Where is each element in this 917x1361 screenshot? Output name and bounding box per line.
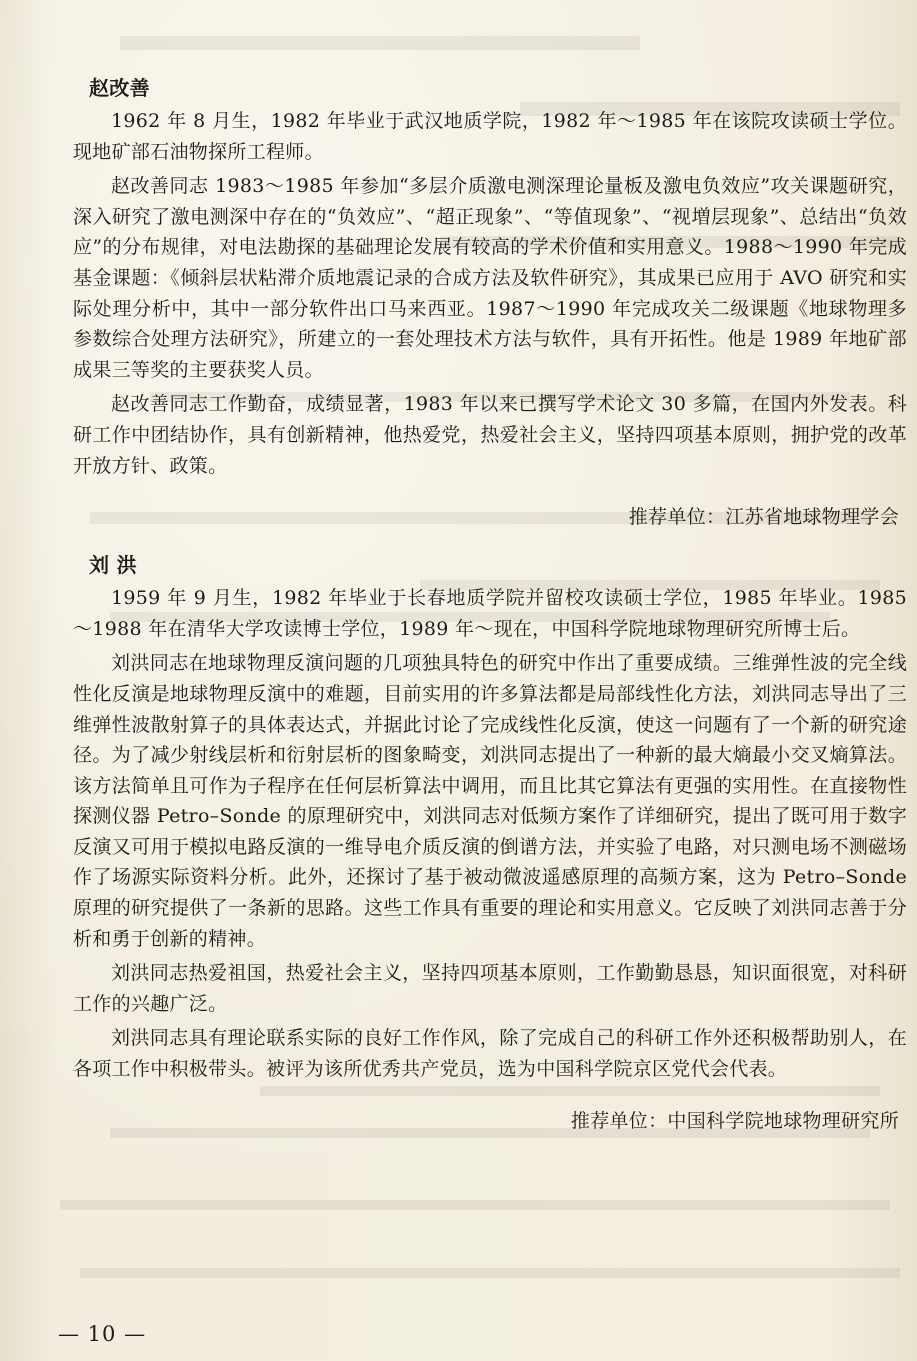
person-name: 赵改善	[89, 76, 150, 100]
document-body	[73, 72, 907, 1139]
bio-paragraph: 1959 年 9 月生，1982 年毕业于长春地质学院并留校攻读硕士学位，1985 年毕业。1985～1988 年在清华大学攻读博士学位，1989 年～现在，中国科学院地球物理研究所博士后。	[73, 587, 907, 640]
person-name: 刘 洪	[89, 553, 137, 578]
page-number: — 10 —	[58, 1322, 147, 1346]
bio-paragraph: 1962 年 8 月生，1982 年毕业于武汉地质学院，1982 年～1985 年在该院攻读硕士学位。现地矿部石油物探所工程师。	[73, 110, 907, 163]
conduct-paragraph: 刘洪同志具有理论联系实际的良好工作作风，除了完成自己的科研工作外还积极帮助别人，在各项工作中积极带头。被评为该所优秀共产党员，选为中国科学院京区党代会代表。	[73, 1027, 907, 1081]
conduct-paragraph: 赵改善同志工作勤奋，成绩显著，1983 年以来已撰写学术论文 30 多篇，在国内外发表。科研工作中团结协作，具有创新精神，他热爱党，热爱社会主义，坚持四项基本原则，拥护党的改革开放方针、政策。	[73, 393, 907, 477]
entry-zhao-gaishan	[73, 72, 907, 535]
research-paragraph: 赵改善同志 1983～1985 年参加“多层介质激电测深理论量板及激电负效应”攻关课题研究，深入研究了激电测深中存在的“负效应”、“超正现象”、“等值现象”、“视増层现象”、总结出“负效应”的分布规律，对电法勘探的基础理论发展有较高的学术价值和实用意义。1988～1990 年完成基金课题：《倾斜层状粘滞介质地震记录的合成方法及软件研究》，其成果已应用于 AVO 研究和实际处理分析中，其中一部分软件出口马来西亚。1987～1990 年完成攻关二级课题《地球物理多参数综合处理方法研究》，所建立的一套处理技术方法与软件，具有开拓性。他是 1989 年地矿部成果三等奖的主要获奖人员。	[73, 175, 907, 381]
entry-liu-hong	[73, 549, 907, 1139]
recommender-line: 推荐单位：中国科学院地球物理研究所	[570, 1109, 899, 1132]
character-paragraph: 刘洪同志热爱祖国，热爱社会主义，坚持四项基本原则，工作勤勤恳恳，知识面很宽，对科研工作的兴趣广泛。	[73, 962, 907, 1015]
research-paragraph: 刘洪同志在地球物理反演问题的几项独具特色的研究中作出了重要成绩。三维弹性波的完全线性化反演是地球物理反演中的难题，目前实用的许多算法都是局部线性化方法，刘洪同志导出了三维弹性波散射算子的具体表达式，并据此讨论了完成线性化反演，使这一问题有了一个新的研究途径。为了减少射线层析和衍射层析的图象畸变，刘洪同志提出了一种新的最大熵最小交叉熵算法。该方法简单且可作为子程序在任何层析算法中调用，而且比其它算法有更强的实用性。在直接物性探测仪器 Petro–Sonde 的原理研究中，刘洪同志对低频方案作了详细研究，提出了既可用于数字反演又可用于模拟电路反演的一维导电介质反演的倒谱方法，并实验了电路，对只测电场不测磁场作了场源实际资料分析。此外，还探讨了基于被动微波遥感原理的高频方案，这为 Petro–Sonde 原理的研究提供了一条新的思路。这些工作具有重要的理论和实用意义。它反映了刘洪同志善于分析和勇于创新的精神。	[73, 652, 907, 950]
recommender-line: 推荐单位：江苏省地球物理学会	[628, 506, 899, 529]
